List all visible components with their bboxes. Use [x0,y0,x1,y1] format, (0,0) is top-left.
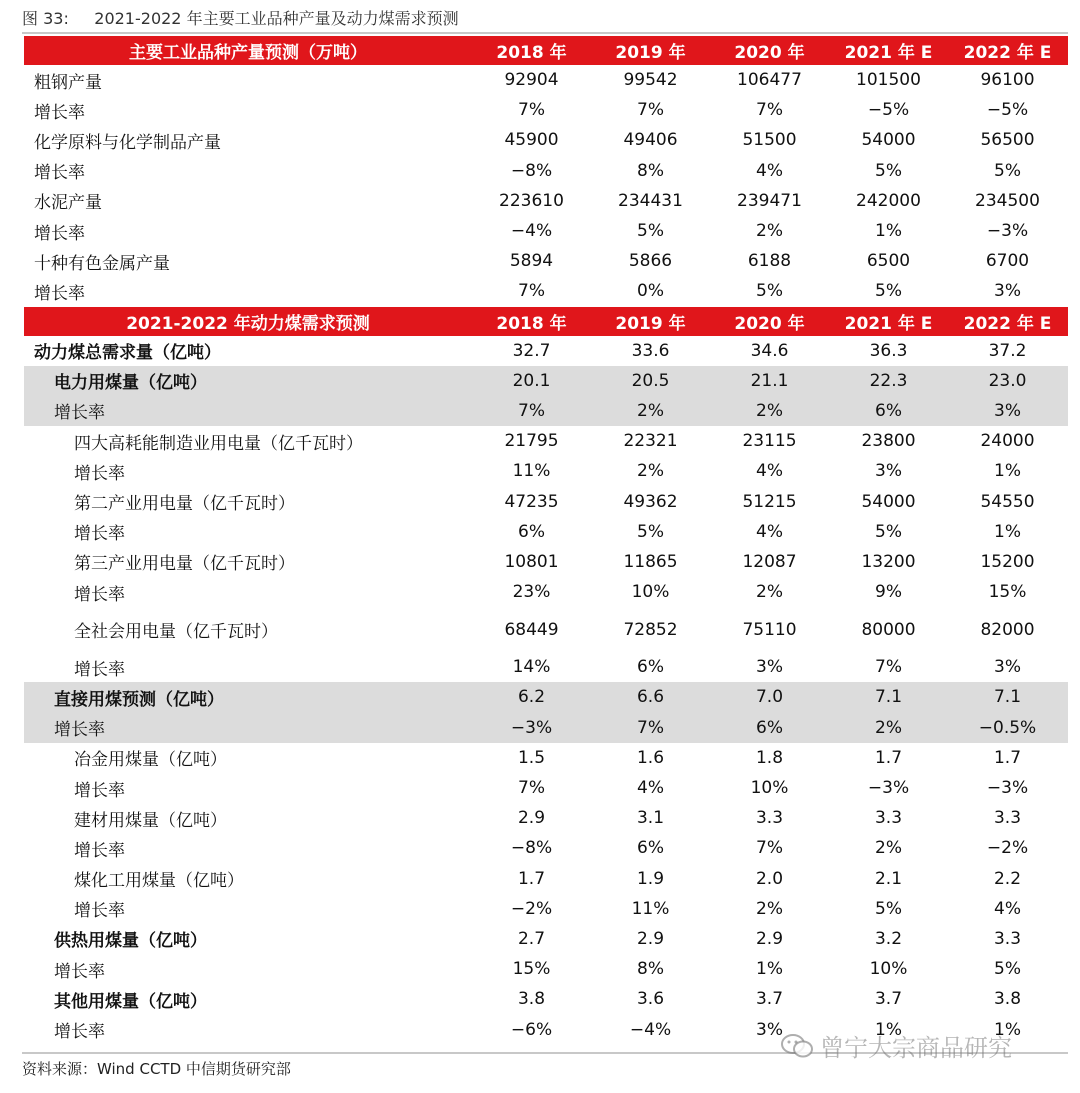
value-cell: 54000 [861,491,916,512]
row-label: 增长率 [34,223,85,244]
table-row [24,95,1068,125]
value-cell: 10% [869,959,908,980]
value-cell: 1% [994,1019,1021,1040]
value-cell: 1% [756,959,783,980]
value-cell: 2.9 [755,928,784,949]
value-cell: 3.1 [636,808,665,829]
value-cell: 10% [750,778,789,799]
value-cell: 6188 [747,251,792,272]
wechat-icon [780,1033,814,1059]
table-row [24,336,1068,366]
value-cell: 1.6 [636,747,665,768]
value-cell: 2.9 [636,928,665,949]
value-cell: 51215 [742,491,797,512]
value-cell: 23% [512,582,551,603]
value-cell: 3.6 [636,989,665,1010]
value-cell: 75110 [742,619,797,640]
row-label: 电力用煤量（亿吨） [54,373,207,394]
value-cell: 6% [637,838,664,859]
value-cell: 5% [875,521,902,542]
value-cell: 51500 [742,130,797,151]
value-cell: 56500 [980,130,1035,151]
header-year: 2021 年 E [844,313,933,334]
value-cell: 242000 [856,190,921,211]
value-cell: 7% [756,100,783,121]
value-cell: 106477 [737,70,802,91]
value-cell: 11865 [623,551,678,572]
watermark-text: 曾宁大宗商品研究 [820,1034,1012,1062]
value-cell: 49406 [623,130,678,151]
value-cell: −3% [867,778,910,799]
value-cell: 2% [756,221,783,242]
value-cell: 10801 [504,551,559,572]
value-cell: 1.7 [993,747,1022,768]
value-cell: 23800 [861,431,916,452]
figure-caption: 图 33: 2021-2022 年主要工业品种产量及动力煤需求预测 [22,9,459,28]
value-cell: 5% [637,221,664,242]
value-cell: 82000 [980,619,1035,640]
value-cell: 7.0 [755,687,784,708]
table-header-row [24,307,1068,336]
row-label: 四大高耗能制造业用电量（亿千瓦时） [74,433,363,454]
table-row [24,547,1068,577]
table-row [24,276,1068,306]
header-year: 2019 年 [615,313,686,334]
value-cell: 54550 [980,491,1035,512]
value-cell: 2.7 [517,928,546,949]
value-cell: 2.1 [874,868,903,889]
value-cell: 6% [637,657,664,678]
value-cell: 14% [512,657,551,678]
value-cell: 4% [994,898,1021,919]
value-cell: −3% [986,221,1029,242]
value-cell: −5% [867,100,910,121]
row-label: 增长率 [74,659,125,680]
row-label: 增长率 [54,403,105,424]
header-year: 2018 年 [496,313,567,334]
value-cell: 1% [994,461,1021,482]
row-label: 增长率 [34,283,85,304]
value-cell: 6.6 [636,687,665,708]
value-cell: 2% [756,582,783,603]
value-cell: 5% [875,281,902,302]
header-year: 2021 年 E [844,43,933,63]
value-cell: 2% [637,461,664,482]
value-cell: 6% [875,400,902,421]
value-cell: −3% [986,778,1029,799]
header-year: 2020 年 [734,313,805,334]
table-row [24,486,1068,516]
value-cell: 1% [875,1019,902,1040]
value-cell: 1.7 [517,868,546,889]
value-cell: 5% [875,898,902,919]
header-year: 2018 年 [496,43,567,63]
row-label: 第三产业用电量（亿千瓦时） [74,554,295,575]
value-cell: −2% [986,838,1029,859]
value-cell: 21.1 [750,370,789,391]
header-year: 2022 年 E [963,313,1052,334]
value-cell: 3.3 [755,808,784,829]
value-cell: 32.7 [512,340,551,361]
value-cell: 1.5 [517,747,546,768]
row-label: 增长率 [74,840,125,861]
value-cell: 7.1 [993,687,1022,708]
value-cell: 7% [875,657,902,678]
value-cell: 3% [994,400,1021,421]
value-cell: 5% [875,160,902,181]
table-row [24,366,1068,396]
table-row [24,607,1068,652]
value-cell: −0.5% [978,717,1037,738]
header-year: 2019 年 [615,43,686,63]
value-cell: −2% [510,898,553,919]
value-cell: 12087 [742,551,797,572]
value-cell: 22.3 [869,370,908,391]
table-row [24,65,1068,95]
table-row [24,833,1068,863]
table-row [24,426,1068,456]
value-cell: 7% [518,778,545,799]
value-cell: 3.8 [517,989,546,1010]
value-cell: 15% [512,959,551,980]
value-cell: 5894 [509,251,554,272]
header-label: 主要工业品种产量预测（万吨） [129,43,367,63]
value-cell: 23115 [742,431,797,452]
row-label: 增长率 [74,463,125,484]
table-row [24,984,1068,1014]
value-cell: 5% [994,160,1021,181]
value-cell: 11% [631,898,670,919]
table-row [24,186,1068,216]
row-label: 动力煤总需求量（亿吨） [34,343,221,364]
value-cell: 3.2 [874,928,903,949]
value-cell: 3.3 [874,808,903,829]
value-cell: 6700 [985,251,1030,272]
value-cell: 5% [637,521,664,542]
watermark [780,1028,1012,1063]
row-label: 全社会用电量（亿千瓦时） [74,622,278,643]
row-label: 增长率 [34,102,85,123]
value-cell: −8% [510,838,553,859]
value-cell: 8% [637,959,664,980]
row-label: 增长率 [74,901,125,922]
table-row [24,803,1068,833]
value-cell: 3% [875,461,902,482]
row-label: 供热用煤量（亿吨） [54,931,207,952]
value-cell: 11% [512,461,551,482]
value-cell: 96100 [980,70,1035,91]
row-label: 其他用煤量（亿吨） [54,991,207,1012]
header-year: 2020 年 [734,43,805,63]
value-cell: 2% [756,400,783,421]
value-cell: 3% [756,657,783,678]
table-row [24,773,1068,803]
value-cell: 92904 [504,70,559,91]
value-cell: 7% [756,838,783,859]
value-cell: 8% [637,160,664,181]
value-cell: 3% [994,657,1021,678]
table-row [24,216,1068,246]
value-cell: 37.2 [988,340,1027,361]
value-cell: 72852 [623,619,678,640]
value-cell: 9% [875,582,902,603]
table-row [24,156,1068,186]
value-cell: 54000 [861,130,916,151]
value-cell: 1% [875,221,902,242]
top-rule [22,32,1068,34]
header-label: 2021-2022 年动力煤需求预测 [126,313,370,334]
value-cell: 2% [756,898,783,919]
value-cell: 3% [994,281,1021,302]
table-row [24,246,1068,276]
value-cell: 6500 [866,251,911,272]
table-row [24,743,1068,773]
row-label: 增长率 [74,780,125,801]
table-row [24,125,1068,155]
table-row [24,924,1068,954]
value-cell: 24000 [980,431,1035,452]
row-label: 增长率 [74,524,125,545]
value-cell: 23.0 [988,370,1027,391]
value-cell: 22321 [623,431,678,452]
value-cell: 7% [637,100,664,121]
value-cell: 4% [756,521,783,542]
row-label: 直接用煤预测（亿吨） [54,689,224,710]
data-table [24,36,1068,1045]
value-cell: 15% [988,582,1027,603]
value-cell: 7% [518,400,545,421]
value-cell: 2.2 [993,868,1022,889]
value-cell: 13200 [861,551,916,572]
value-cell: 3% [756,1019,783,1040]
value-cell: −6% [510,1019,553,1040]
value-cell: 2.9 [517,808,546,829]
value-cell: 234431 [618,190,683,211]
value-cell: 239471 [737,190,802,211]
value-cell: 223610 [499,190,564,211]
value-cell: 1.7 [874,747,903,768]
row-label: 第二产业用电量（亿千瓦时） [74,494,295,515]
row-label: 建材用煤量（亿吨） [74,810,227,831]
table-row [24,396,1068,426]
table-row [24,456,1068,486]
row-label: 增长率 [54,961,105,982]
value-cell: 1.8 [755,747,784,768]
value-cell: 34.6 [750,340,789,361]
value-cell: 7.1 [874,687,903,708]
value-cell: 101500 [856,70,921,91]
value-cell: 5866 [628,251,673,272]
value-cell: 80000 [861,619,916,640]
table-row [24,894,1068,924]
value-cell: 6% [518,521,545,542]
value-cell: 4% [756,160,783,181]
value-cell: 21795 [504,431,559,452]
source-note: 资料来源：Wind CCTD 中信期货研究部 [22,1060,291,1078]
row-label: 十种有色金属产量 [34,253,170,274]
value-cell: 3.3 [993,928,1022,949]
row-label: 增长率 [34,163,85,184]
row-label: 水泥产量 [34,193,102,214]
value-cell: 45900 [504,130,559,151]
value-cell: −3% [510,717,553,738]
value-cell: 3.7 [755,989,784,1010]
value-cell: 1% [994,521,1021,542]
row-label: 化学原料与化学制品产量 [34,132,221,153]
table-row [24,713,1068,743]
value-cell: 6% [756,717,783,738]
value-cell: 4% [637,778,664,799]
value-cell: 20.1 [512,370,551,391]
value-cell: 2% [875,838,902,859]
header-year: 2022 年 E [963,43,1052,63]
value-cell: 2% [875,717,902,738]
table-row [24,652,1068,682]
value-cell: 33.6 [631,340,670,361]
value-cell: −4% [510,221,553,242]
value-cell: 6.2 [517,687,546,708]
row-label: 增长率 [74,584,125,605]
value-cell: 3.3 [993,808,1022,829]
table-row [24,864,1068,894]
row-label: 粗钢产量 [34,72,102,93]
value-cell: −5% [986,100,1029,121]
value-cell: 234500 [975,190,1040,211]
value-cell: 0% [637,281,664,302]
row-label: 增长率 [54,1022,105,1043]
value-cell: 10% [631,582,670,603]
value-cell: 7% [637,717,664,738]
table-row [24,682,1068,712]
value-cell: 20.5 [631,370,670,391]
value-cell: 7% [518,100,545,121]
value-cell: 36.3 [869,340,908,361]
value-cell: 2.0 [755,868,784,889]
value-cell: 3.8 [993,989,1022,1010]
table-row [24,577,1068,607]
value-cell: 7% [518,281,545,302]
value-cell: 15200 [980,551,1035,572]
value-cell: 5% [756,281,783,302]
value-cell: 3.7 [874,989,903,1010]
value-cell: 5% [994,959,1021,980]
row-label: 煤化工用煤量（亿吨） [74,871,244,892]
value-cell: 4% [756,461,783,482]
row-label: 增长率 [54,720,105,741]
table-header-row [24,36,1068,65]
table-row [24,517,1068,547]
value-cell: 2% [637,400,664,421]
value-cell: 47235 [504,491,559,512]
value-cell: −4% [629,1019,672,1040]
value-cell: 68449 [504,619,559,640]
value-cell: 49362 [623,491,678,512]
table-row [24,954,1068,984]
value-cell: −8% [510,160,553,181]
row-label: 冶金用煤量（亿吨） [74,750,227,771]
value-cell: 1.9 [636,868,665,889]
value-cell: 99542 [623,70,678,91]
